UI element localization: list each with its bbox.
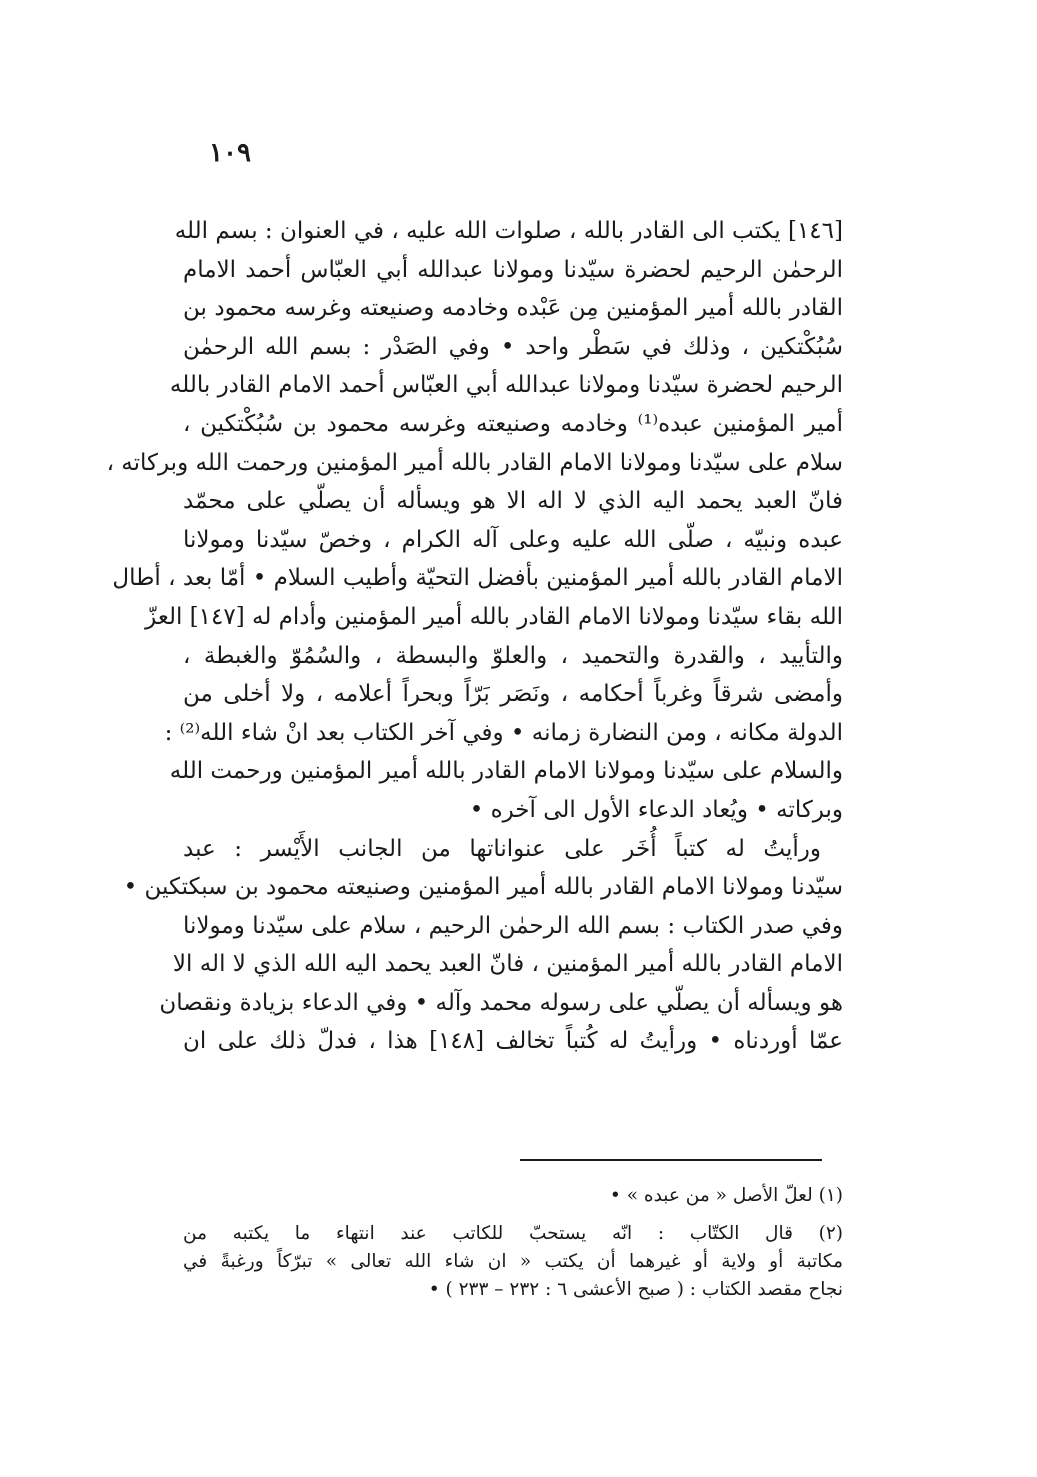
main-text-body bbox=[106, 212, 844, 1061]
footnotes bbox=[183, 1182, 843, 1304]
footnote-2-line: مكاتبة أو ولاية أو غيرهما أن يكتب « ان شاء الله تعالى » تبرّكاً ورغبةً في bbox=[183, 1251, 843, 1272]
text-line: هو ويسأله أن يصلّي على رسوله محمد وآله • وفي الدعاء بزيادة ونقصان bbox=[159, 989, 843, 1016]
text-line: الرحمٰن الرحيم لحضرة سيّدنا ومولانا عبدالله أبي العبّاس أحمد الامام bbox=[183, 256, 843, 283]
paragraph-start-line: ورأيتُ له كتباً أُخَر على عنواناتها من الجانب الأَيْسر : عبد bbox=[183, 835, 821, 862]
text-line: سُبُكْتكين ، وذلك في سَطْر واحد • وفي الصَدْر : بسم الله الرحمٰن bbox=[183, 333, 843, 360]
footnote-2-line: نجاح مقصد الكتاب : ( صبح الأعشى ٦ : ٢٣٢ – ٢٣٣ ) • bbox=[428, 1279, 843, 1300]
text-line: الدولة مكانه ، ومن النضارة زمانه • وفي آخر الكتاب بعد انْ شاء الله⁽²⁾ : bbox=[164, 719, 843, 746]
text-line: أمير المؤمنين عبده⁽¹⁾ وخادمه وصنيعته وغرسه محمود بن سُبُكْتكين ، bbox=[183, 410, 843, 437]
text-line: عمّا أوردناه • ورأيتُ له كُتباً تخالف [١٤٨] هذا ، فدلّ ذلك على ان bbox=[183, 1028, 844, 1055]
paragraph-end-line: وبركاته • ويُعاد الدعاء الأول الى آخره • bbox=[469, 796, 843, 823]
text-line: القادر بالله أمير المؤمنين مِن عَبْده وخادمه وصنيعته وغرسه محمود بن bbox=[183, 295, 843, 322]
text-line: والسلام على سيّدنا ومولانا الامام القادر بالله أمير المؤمنين ورحمت الله bbox=[169, 758, 843, 785]
text-line: سلام على سيّدنا ومولانا الامام القادر بالله أمير المؤمنين ورحمت الله وبركاته ، bbox=[106, 449, 843, 476]
footnote-2-line: (٢) قال الكتّاب : انّه يستحبّ للكاتب عند انتهاء ما يكتبه من bbox=[183, 1223, 843, 1244]
text-line: الرحيم لحضرة سيّدنا ومولانا عبدالله أبي العبّاس أحمد الامام القادر بالله bbox=[169, 372, 843, 399]
footnote-separator bbox=[520, 1159, 822, 1161]
footnote-1: (١) لعلّ الأصل « من عبده » • bbox=[609, 1185, 843, 1206]
text-line: الله بقاء سيّدنا ومولانا الامام القادر بالله أمير المؤمنين وأدام له [١٤٧] العزّ bbox=[145, 603, 843, 630]
page-number: ١٠٩ bbox=[209, 138, 251, 168]
text-line: [١٤٦] يكتب الى القادر بالله ، صلوات الله عليه ، في العنوان : بسم الله bbox=[174, 218, 843, 244]
text-line: سيّدنا ومولانا الامام القادر بالله أمير المؤمنين وصنيعته محمود بن سبكتكين • bbox=[123, 874, 843, 901]
text-line: وأمضى شرقاً وغرباً أحكامه ، ونَصَر بَرّاً وبحراً أعلامه ، ولا أخلى من bbox=[183, 681, 843, 708]
text-line: وفي صدر الكتاب : بسم الله الرحمٰن الرحيم ، سلام على سيّدنا ومولانا bbox=[183, 912, 843, 939]
text-line: فانّ العبد يحمد اليه الذي لا اله الا هو ويسأله أن يصلّي على محمّد bbox=[183, 488, 843, 515]
text-line: الامام القادر بالله أمير المؤمنين بأفضل التحيّة وأطيب السلام • أمّا بعد ، أطال bbox=[112, 565, 843, 592]
text-line: والتأييد ، والقدرة والتحميد ، والعلوّ والبسطة ، والسُمُوّ والغبطة ، bbox=[183, 642, 843, 669]
text-line: عبده ونبيّه ، صلّى الله عليه وعلى آله الكرام ، وخصّ سيّدنا ومولانا bbox=[183, 526, 843, 553]
text-line: الامام القادر بالله أمير المؤمنين ، فانّ العبد يحمد اليه الله الذي لا اله الا bbox=[172, 951, 843, 978]
